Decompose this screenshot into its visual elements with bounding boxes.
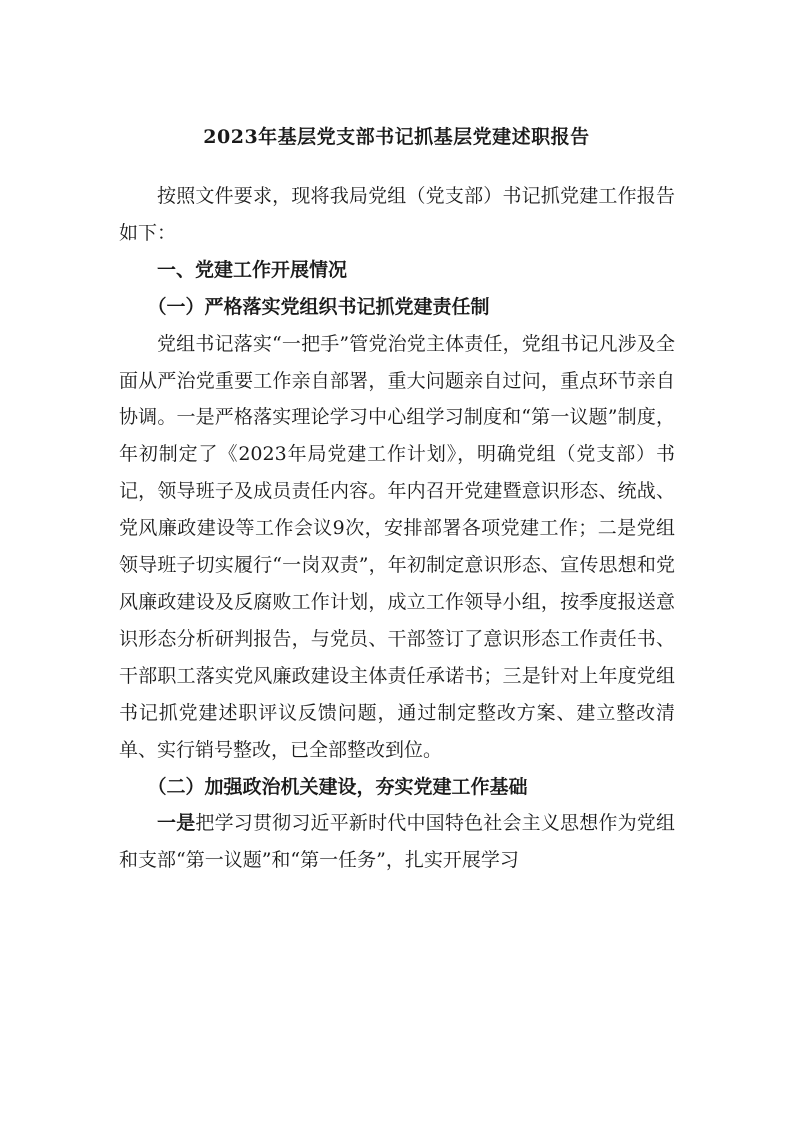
subsection-heading-1: （一）严格落实党组织书记抓党建责任制 bbox=[147, 295, 490, 318]
intro-paragraph: 按照文件要求，现将我局党组（党支部）书记抓党建工作报告如下： bbox=[119, 185, 675, 244]
subsection-2-paragraph bbox=[119, 805, 675, 879]
document-title: 2023年基层党支部书记抓基层党建述职报告 bbox=[203, 126, 590, 148]
section-heading-1: 一、党建工作开展情况 bbox=[157, 258, 348, 281]
subsection-heading-2: （二）加强政治机关建设，夯实党建工作基础 bbox=[147, 775, 528, 798]
subsection-1-paragraph: 党组书记落实“一把手”管党治党主体责任，党组书记凡涉及全面从严治党重要工作亲自部署，重大问题亲自过问，重点环节亲自协调。一是严格落实理论学习中心组学习制度和“第一议题”制度，年初制定了《2023年局党建工作计划》，明确党组（党支部）书记，领导班子及成员责任内容。年内召开党建暨意识形态、统战、党风廉政建设等工作会议9次，安排部署各项党建工作；二是党组领导班子切实履行“一岗双责”，年初制定意识形态、宣传思想和党风廉政建设及反腐败工作计划，成立工作领导小组，按季度报送意识形态分析研判报告，与党员、干部签订了意识形态工作责任书、干部职工落实党风廉政建设主体责任承诺书；三是针对上年度党组书记抓党建述职评议反馈问题，通过制定整改方案、建立整改清单、实行销号整改，已全部整改到位。 bbox=[119, 332, 675, 761]
subsection-2-text: 把学习贯彻习近平新时代中国特色社会主义思想作为党组和支部“第一议题”和“第一任务”，扎实开展学习 bbox=[119, 812, 675, 872]
subsection-2-lead: 一是 bbox=[157, 812, 196, 835]
document-body bbox=[119, 178, 675, 879]
